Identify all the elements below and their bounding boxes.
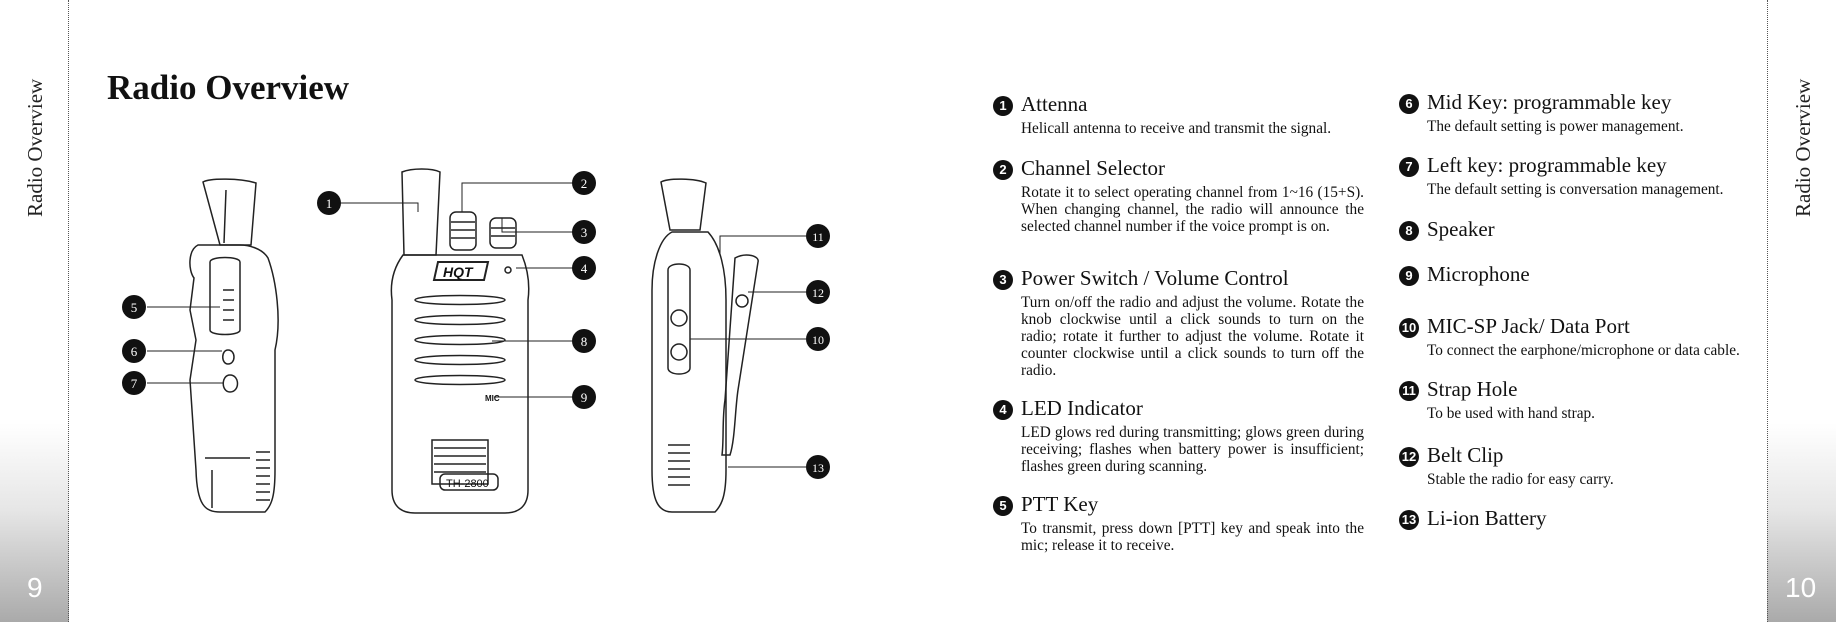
svg-text:7: 7: [130, 376, 138, 391]
svg-text:11: 11: [812, 230, 824, 244]
item-title: Mid Key: programmable key: [1427, 90, 1672, 114]
item-number: 11: [1399, 381, 1419, 401]
callout-12: [806, 280, 830, 304]
item-number: 8: [1399, 221, 1419, 241]
right-side-title: Radio Overview: [1791, 78, 1815, 217]
radio-side-view-right: [652, 179, 758, 512]
item-title: Left key: programmable key: [1427, 153, 1667, 177]
svg-text:6: 6: [130, 344, 138, 359]
item-description: Turn on/off the radio and adjust the volume. Rotate the knob clockwise until a click sounds to turn on the radio; rotate it further to adjust the volume. Rotate it counter clockwise until a click sounds to turn off the radio.: [1021, 294, 1364, 379]
svg-text:3: 3: [580, 225, 588, 240]
svg-text:1: 1: [325, 196, 333, 211]
item-title: Li-ion Battery: [1427, 506, 1547, 530]
callout-2: [572, 171, 596, 195]
item-title: MIC-SP Jack/ Data Port: [1427, 314, 1630, 338]
item-description: LED glows red during transmitting; glows green during receiving; flashes when battery power is insufficient; flashes green during scanning.: [1021, 424, 1364, 475]
callout-1: [317, 191, 341, 215]
item-title: Strap Hole: [1427, 377, 1518, 401]
item-number: 3: [993, 270, 1013, 290]
left-side-title: Radio Overview: [23, 78, 47, 217]
item-number: 1: [993, 96, 1013, 116]
item-number: 2: [993, 160, 1013, 180]
item-number: 12: [1399, 447, 1419, 467]
item-title: Speaker: [1427, 217, 1495, 241]
item-description: Helicall antenna to receive and transmit the signal.: [1021, 120, 1332, 137]
item-title: Power Switch / Volume Control: [1021, 266, 1289, 290]
callout-3: [572, 220, 596, 244]
item-description: Rotate it to select operating channel from 1~16 (15+S). When changing channel, the radio will announce the selected channel number if the voice prompt is on.: [1021, 184, 1364, 235]
radio-side-view-left: [190, 179, 278, 512]
callout-6: [122, 339, 146, 363]
item-number: 5: [993, 496, 1013, 516]
item-description: Stable the radio for easy carry.: [1427, 471, 1614, 488]
item-title: PTT Key: [1021, 492, 1099, 516]
svg-text:13: 13: [812, 461, 824, 475]
radio-diagram: [110, 160, 840, 520]
item-description: To connect the earphone/microphone or data cable.: [1427, 342, 1740, 359]
svg-text:12: 12: [812, 286, 824, 300]
mic-label: MIC: [485, 394, 500, 403]
callout-4: [572, 256, 596, 280]
item-title: Belt Clip: [1427, 443, 1504, 467]
brand-logo: HQT: [443, 264, 473, 280]
item-number: 10: [1399, 318, 1419, 338]
item-title: Channel Selector: [1021, 156, 1166, 180]
item-description: The default setting is power management.: [1427, 118, 1684, 135]
item-number: 9: [1399, 266, 1419, 286]
item-number: 6: [1399, 94, 1419, 114]
svg-text:10: 10: [812, 333, 824, 347]
page-title: Radio Overview: [107, 68, 350, 107]
svg-text:2: 2: [580, 176, 588, 191]
svg-text:5: 5: [130, 300, 138, 315]
item-number: 4: [993, 400, 1013, 420]
svg-text:9: 9: [580, 390, 588, 405]
left-page-number: 9: [27, 572, 43, 603]
callout-7: [122, 371, 146, 395]
item-description: The default setting is conversation management.: [1427, 181, 1724, 198]
callout-5: [122, 295, 146, 319]
callout-11: [806, 224, 830, 248]
item-title: LED Indicator: [1021, 396, 1143, 420]
callout-8: [572, 329, 596, 353]
item-description: To be used with hand strap.: [1427, 405, 1596, 422]
item-description: To transmit, press down [PTT] key and speak into the mic; release it to receive.: [1021, 520, 1364, 554]
callout-13: [806, 455, 830, 479]
svg-text:4: 4: [580, 261, 588, 276]
item-number: 7: [1399, 157, 1419, 177]
right-page-number: 10: [1785, 572, 1817, 603]
item-title: Microphone: [1427, 262, 1530, 286]
model-label: TH-2800: [446, 478, 489, 490]
callout-9: [572, 385, 596, 409]
svg-text:8: 8: [580, 334, 588, 349]
item-title: Attenna: [1021, 92, 1088, 116]
item-number: 13: [1399, 510, 1419, 530]
callout-10: [806, 327, 830, 351]
